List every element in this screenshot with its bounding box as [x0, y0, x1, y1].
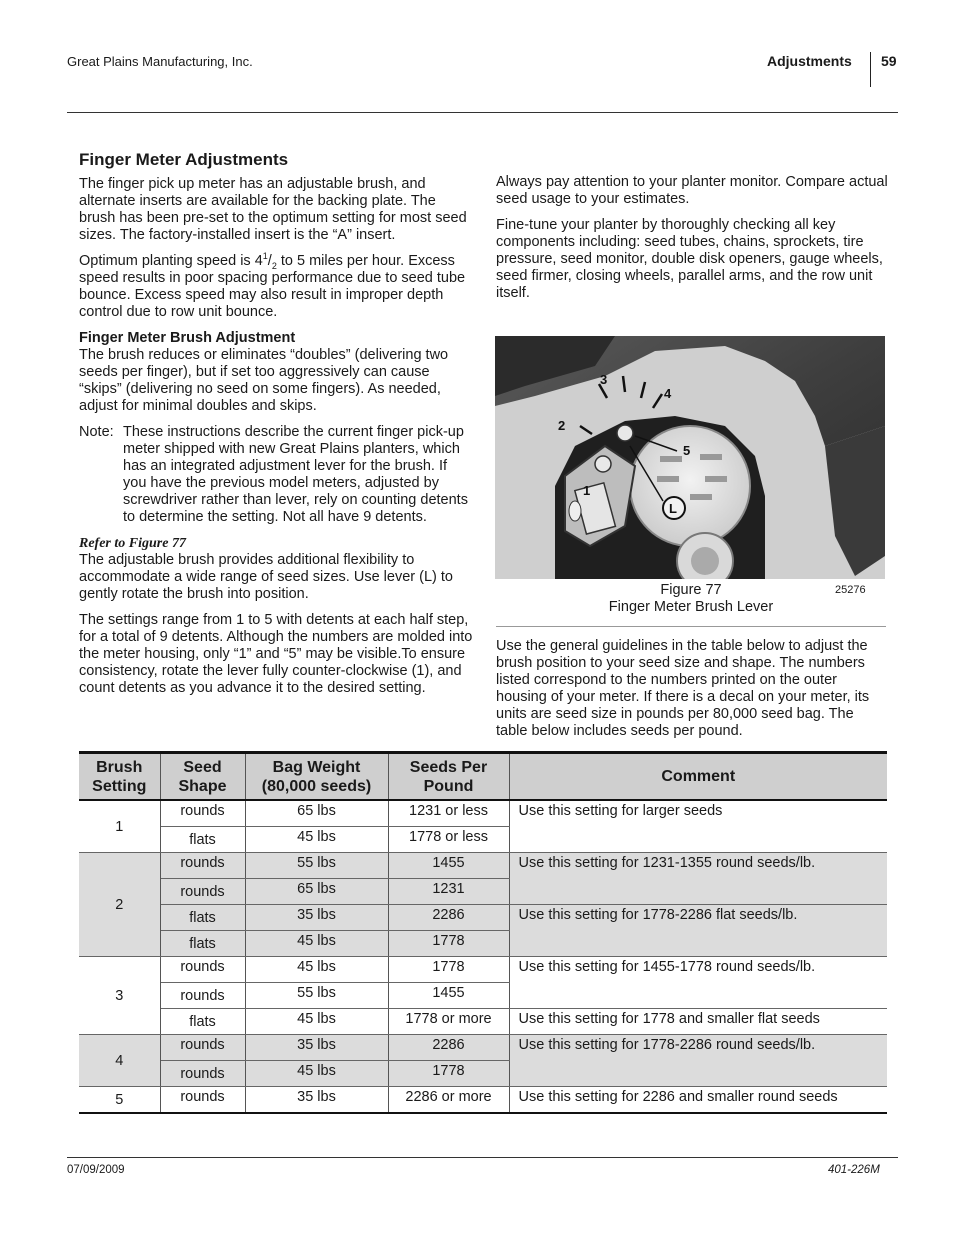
bag-weight-cell: 35 lbs	[245, 1035, 388, 1061]
bag-weight-cell: 45 lbs	[245, 1009, 388, 1035]
seeds-per-pound-cell: 2286	[388, 1035, 509, 1061]
header-rule	[67, 112, 898, 113]
speed-text-a: Optimum planting speed is 4	[79, 253, 263, 269]
note-block	[79, 424, 473, 526]
left-column	[79, 150, 473, 706]
brush-paragraph: The brush reduces or eliminates “doubles” (delivering two seeds per finger), but if set too aggressively can cause “skips” (delivering no seed on some fingers). As needed, adjust for minimal doubles and skips.	[79, 347, 449, 414]
monitor-paragraph: Always pay attention to your planter monitor. Compare actual seed usage to your estimates.	[496, 174, 888, 207]
header-divider	[870, 52, 871, 87]
seeds-per-pound-cell: 2286	[388, 905, 509, 931]
seeds-per-pound-cell: 1231 or less	[388, 800, 509, 827]
brush-setting-cell: 5	[79, 1087, 160, 1114]
table-row	[79, 905, 887, 931]
seeds-per-pound-cell: 1778	[388, 957, 509, 983]
speed-text-b: to 5 miles per hour. Excess speed results in poor spacing performance due to seed tube bounce. Excess speed may also result in improper depth control due to row unit bounce.	[79, 253, 466, 320]
bag-weight-cell: 35 lbs	[245, 905, 388, 931]
seed-shape-cell: rounds	[160, 983, 245, 1009]
callout-4: 4	[664, 386, 672, 401]
comment-cell: Use this setting for 1778 and smaller flat seeds	[509, 1009, 887, 1035]
footer-document-number: 401-226M	[828, 1164, 880, 1176]
finger-meter-photo	[495, 336, 885, 579]
table-header-row	[79, 753, 887, 801]
note-label: Note:	[79, 424, 114, 440]
figure-reference: Refer to Figure 77	[79, 536, 186, 551]
bag-weight-cell: 35 lbs	[245, 1087, 388, 1114]
bag-weight-cell: 65 lbs	[245, 879, 388, 905]
header-brush-setting: Brush Setting	[79, 753, 160, 801]
seed-shape-cell: rounds	[160, 957, 245, 983]
table-row	[79, 957, 887, 983]
header-company: Great Plains Manufacturing, Inc.	[67, 54, 253, 69]
seeds-per-pound-cell: 1455	[388, 853, 509, 879]
page-number: 59	[881, 53, 897, 69]
seed-shape-cell: rounds	[160, 800, 245, 827]
guidelines-block	[496, 638, 888, 749]
speed-paragraph: Optimum planting speed is $4^1/_2$ to 5 miles per hour. Excess speed results in poor spacing performance due to seed tube bounce. Excess speed may also result in improper depth control due to row unit bounce.	[79, 251, 466, 320]
table-row	[79, 1009, 887, 1035]
finetune-paragraph: Fine-tune your planter by thoroughly checking all key components including: seed tubes, chains, sprockets, tire pressure, seed monitor, double disk openers, gauge wheels, seed firmer, closing wheels, parallel arms, and the row unit itself.	[496, 217, 883, 301]
footer-rule	[67, 1157, 898, 1158]
seed-shape-cell: flats	[160, 1009, 245, 1035]
callout-5: 5	[683, 443, 691, 458]
brush-setting-cell: 2	[79, 853, 160, 957]
footer-date: 07/09/2009	[67, 1164, 125, 1176]
brush-setting-cell: 1	[79, 800, 160, 853]
intro-paragraph: The finger pick up meter has an adjustable brush, and alternate inserts are available for the backing plate. The brush has been pre-set to the optimum setting for most seed sizes. The factory-installed insert is the “A” insert.	[79, 176, 467, 243]
header-comment: Comment	[509, 753, 887, 801]
right-column	[496, 174, 888, 311]
seed-shape-cell: rounds	[160, 879, 245, 905]
note-text: These instructions describe the current finger pick-up meter shipped with new Great Plains planters, which has an integrated adjustment lever for the brush. If you have the previous model meters, adjusted by screwdriver rather than lever, rely on counting detents to determine the setting. Not all have 9 detents.	[123, 424, 468, 525]
header-seed-shape: Seed Shape	[160, 753, 245, 801]
seeds-per-pound-cell: 1231	[388, 879, 509, 905]
seeds-per-pound-cell: 1778 or more	[388, 1009, 509, 1035]
fraction-denominator: 2	[271, 260, 277, 271]
comment-cell: Use this setting for larger seeds	[509, 800, 887, 853]
bag-weight-cell: 45 lbs	[245, 827, 388, 853]
figure-rule	[496, 626, 886, 627]
guidelines-paragraph: Use the general guidelines in the table below to adjust the brush position to your seed size and shape. The numbers listed correspond to the numbers printed on the outer housing of your meter. If there is a decal on your meter, its units are seed size in pounds per 80,000 seed bag. The table below includes seeds per pound.	[496, 638, 870, 739]
comment-cell: Use this setting for 1231-1355 round seeds/lb.	[509, 853, 887, 905]
brush-setting-cell: 3	[79, 957, 160, 1035]
seed-shape-cell: rounds	[160, 1061, 245, 1087]
figure-id: 25276	[835, 584, 866, 596]
seed-shape-cell: flats	[160, 827, 245, 853]
comment-cell: Use this setting for 1778-2286 round seeds/lb.	[509, 1035, 887, 1087]
table-row	[79, 800, 887, 827]
seeds-per-pound-cell: 1455	[388, 983, 509, 1009]
brush-settings-table	[79, 751, 887, 1114]
callout-3: 3	[600, 372, 608, 387]
brush-setting-cell: 4	[79, 1035, 160, 1087]
figure-title: Finger Meter Brush Lever	[608, 599, 774, 615]
callout-2: 2	[558, 418, 566, 433]
bag-weight-cell: 55 lbs	[245, 983, 388, 1009]
seed-shape-cell: rounds	[160, 1087, 245, 1114]
callout-1: 1	[583, 483, 591, 498]
figure-number-label: Figure 77	[660, 582, 722, 598]
callout-lever: L	[669, 501, 677, 516]
comment-cell: Use this setting for 1455-1778 round seeds/lb.	[509, 957, 887, 1009]
seeds-per-pound-cell: 2286 or more	[388, 1087, 509, 1114]
detents-paragraph: The settings range from 1 to 5 with detents at each half step, for a total of 9 detents. Although the numbers are molded into the meter housing, only “1” and “5” may be visible.To ensure consistency, rotate the lever fully counter-clockwise (1), and count detents as you advance it to the desired setting.	[79, 612, 473, 696]
comment-cell: Use this setting for 1778-2286 flat seeds/lb.	[509, 905, 887, 957]
bag-weight-cell: 45 lbs	[245, 957, 388, 983]
section-title: Finger Meter Adjustments	[79, 150, 289, 169]
figure-caption	[496, 582, 886, 616]
seeds-per-pound-cell: 1778 or less	[388, 827, 509, 853]
seed-shape-cell: flats	[160, 905, 245, 931]
comment-cell: Use this setting for 2286 and smaller round seeds	[509, 1087, 887, 1114]
seeds-per-pound-cell: 1778	[388, 931, 509, 957]
seed-shape-cell: rounds	[160, 1035, 245, 1061]
table-row	[79, 853, 887, 879]
header-section-title: Adjustments	[767, 53, 852, 69]
seed-shape-cell: rounds	[160, 853, 245, 879]
bag-weight-cell: 45 lbs	[245, 1061, 388, 1087]
bag-weight-cell: 55 lbs	[245, 853, 388, 879]
lever-paragraph: The adjustable brush provides additional flexibility to accommodate a wide range of seed sizes. Use lever (L) to gently rotate the brush into position.	[79, 552, 453, 602]
header-seeds-per-pound: Seeds Per Pound	[388, 753, 509, 801]
subsection-title: Finger Meter Brush Adjustment	[79, 330, 296, 346]
bag-weight-cell: 65 lbs	[245, 800, 388, 827]
table-row	[79, 1087, 887, 1114]
table-row	[79, 1035, 887, 1061]
seeds-per-pound-cell: 1778	[388, 1061, 509, 1087]
fraction-numerator: 1	[262, 251, 268, 262]
bag-weight-cell: 45 lbs	[245, 931, 388, 957]
seed-shape-cell: flats	[160, 931, 245, 957]
header-bag-weight: Bag Weight (80,000 seeds)	[245, 753, 388, 801]
